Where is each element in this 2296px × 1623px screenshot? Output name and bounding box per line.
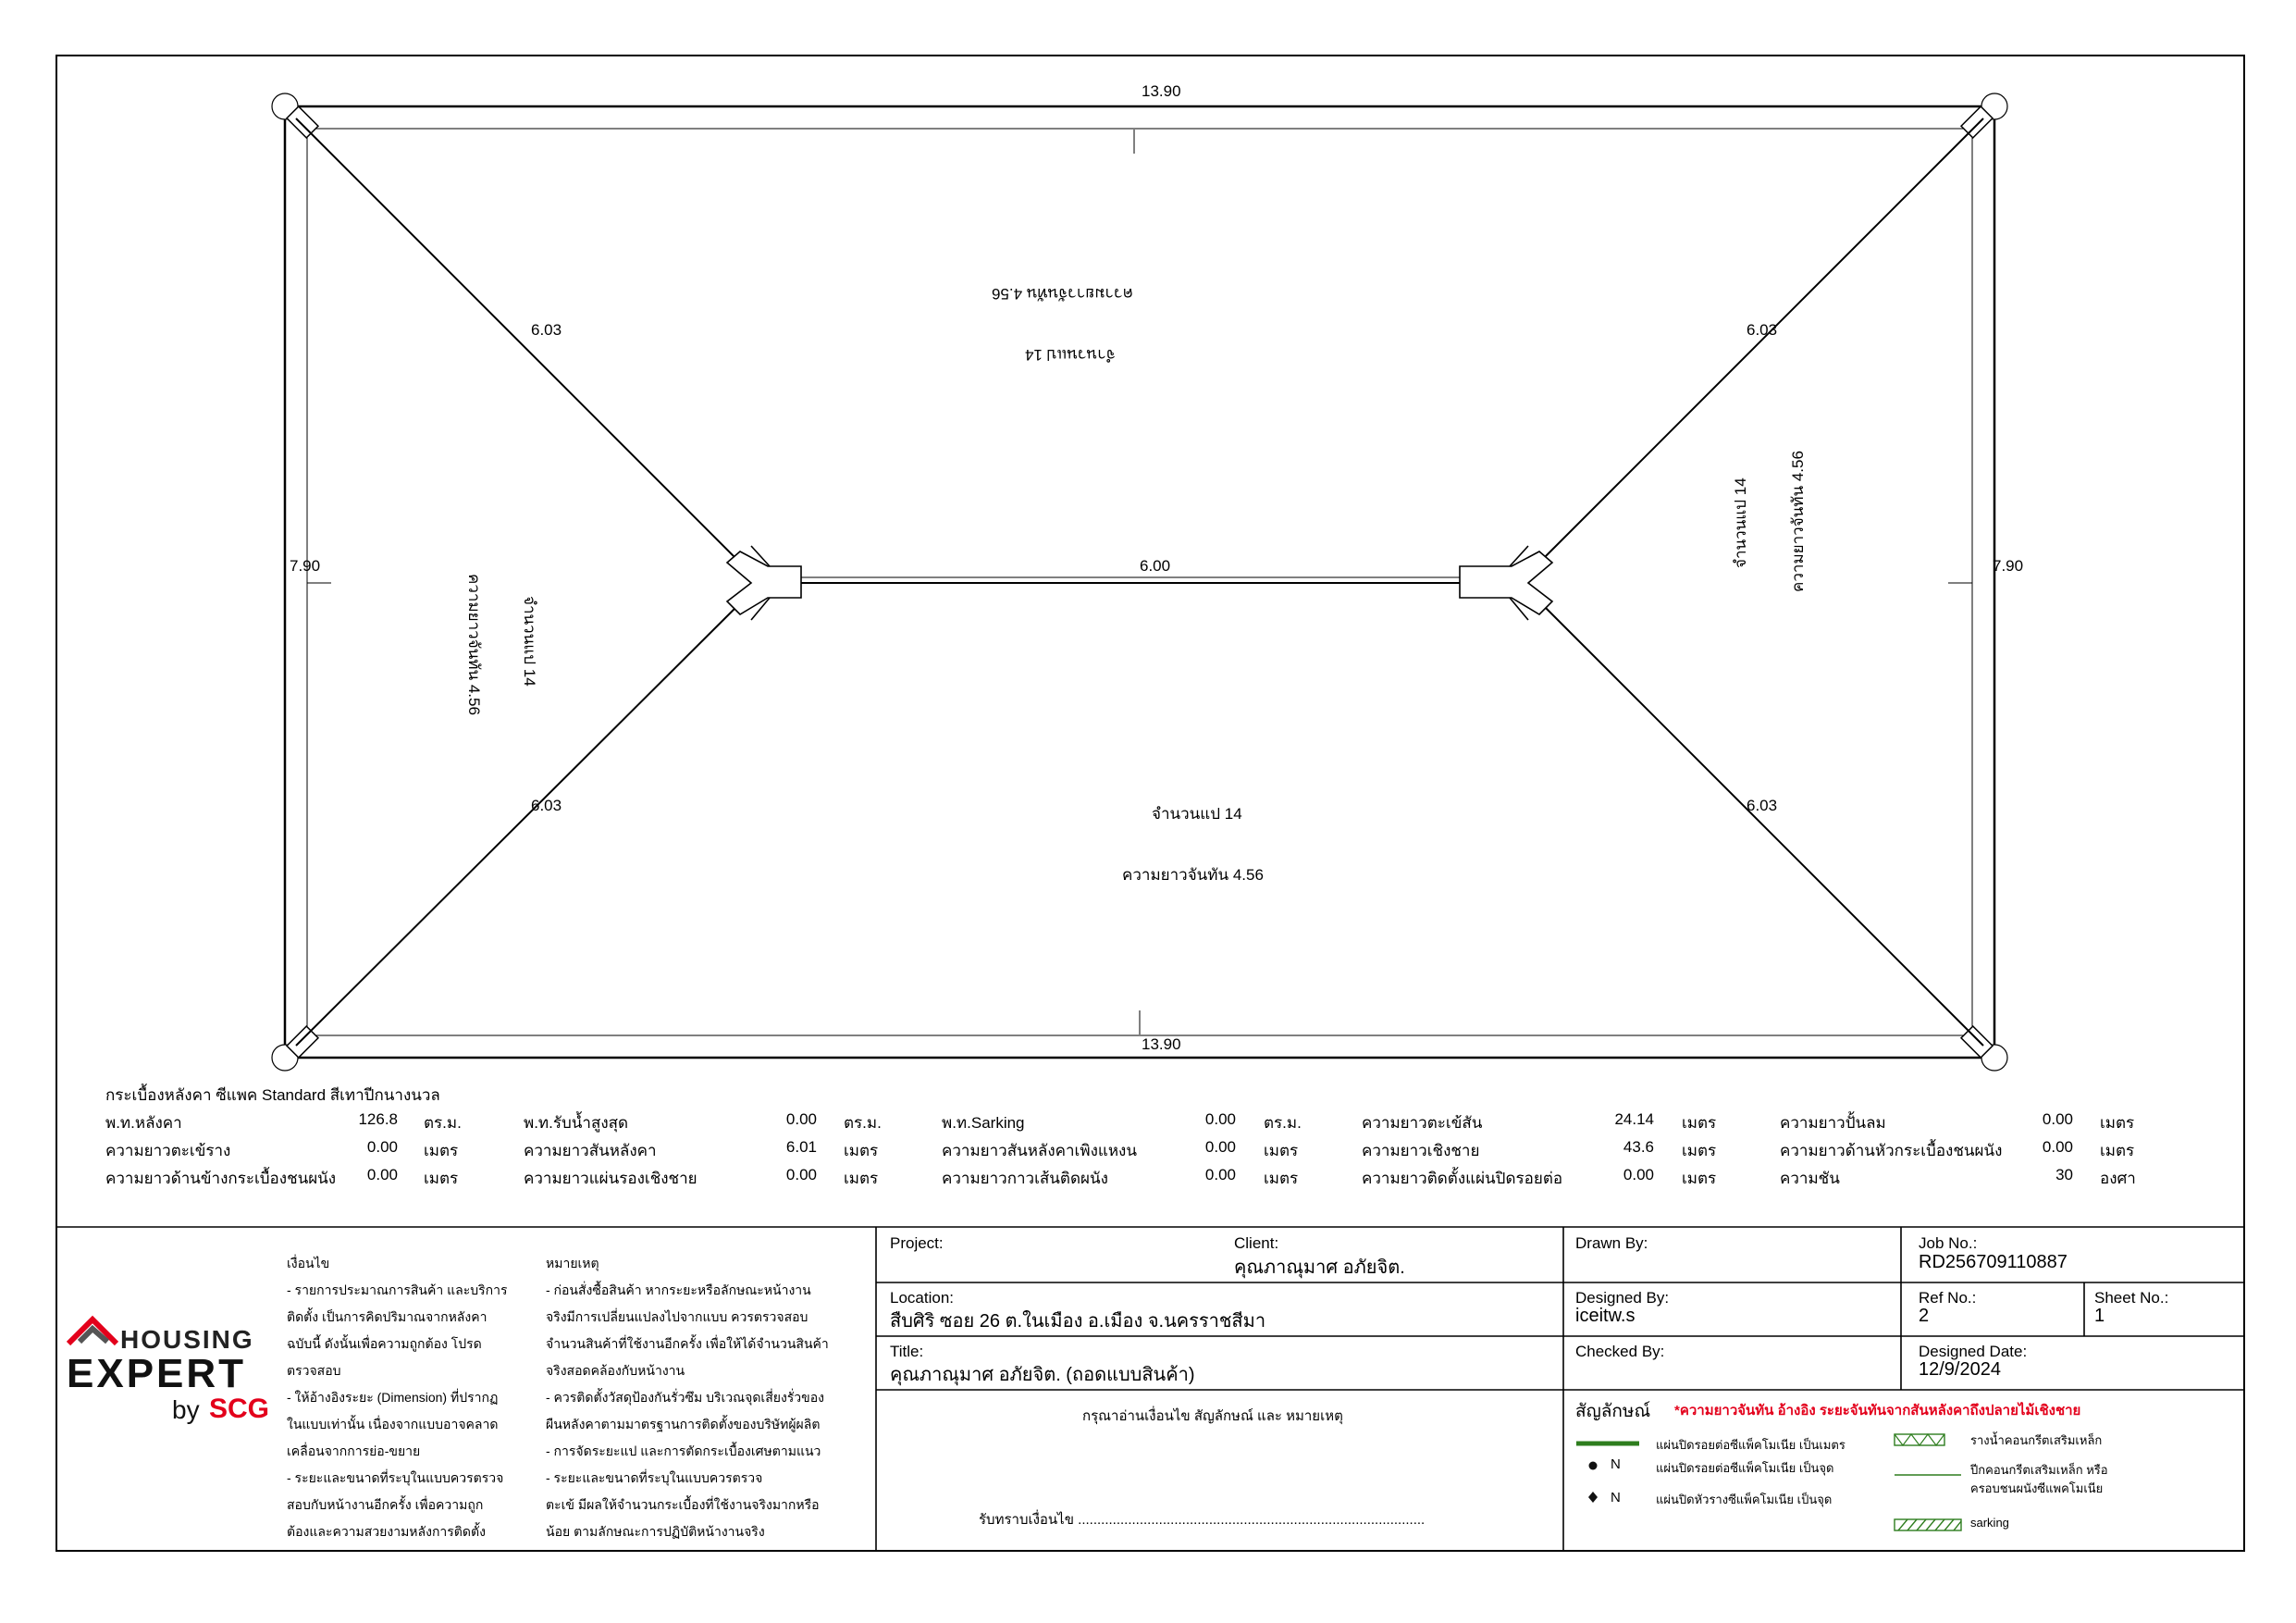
summary-unit: เมตร (424, 1142, 459, 1159)
house-logo-icon (67, 1314, 122, 1351)
face-left-rows: จำนวนแป 14 (521, 596, 538, 687)
conditions-line: ตรวจสอบ (287, 1363, 341, 1378)
summary-value: 30 (2055, 1166, 2073, 1183)
top-dimension: 13.90 (1142, 82, 1181, 100)
summary-value: 0.00 (1204, 1138, 1236, 1156)
joint-cover-point-symbol (1589, 1462, 1598, 1470)
legend-title: สัญลักษณ์ (1575, 1402, 1651, 1421)
summary-label: ความยาวตะเข้ราง (105, 1142, 231, 1159)
summary-label: พ.ท.Sarking (942, 1114, 1025, 1132)
remarks-title: หมายเหตุ (546, 1256, 599, 1270)
title-value: คุณภาณุมาศ อภัยจิต. (ถอดแบบสินค้า) (890, 1365, 1195, 1385)
summary-label: ความยาวแผ่นรองเชิงชาย (524, 1170, 697, 1187)
logo-housing: HOUSING (120, 1325, 254, 1354)
conditions-line: สอบกับหน้างานอีกครั้ง เพื่อความถูก (287, 1497, 484, 1512)
summary-label: ความยาวเชิงชาย (1362, 1142, 1480, 1159)
summary-unit: ตร.ม. (1264, 1114, 1302, 1132)
client-value: คุณภาณุมาศ อภัยจิต. (1234, 1258, 1405, 1278)
summary-value: 0.00 (1623, 1166, 1654, 1183)
remarks-line: - ควรติดตั้งวัสดุป้องกันรั่วซึม บริเวณจุดเสี่ยงรั่วของ (546, 1390, 824, 1405)
summary-unit: เมตร (2100, 1142, 2135, 1159)
summary-label: ความยาวปั้นลม (1780, 1114, 1886, 1132)
summary-label: พ.ท.หลังคา (105, 1114, 182, 1132)
summary-value: 126.8 (358, 1110, 398, 1128)
face-right-rafter: ความยาวจันทัน 4.56 (1789, 451, 1807, 592)
face-bottom-rafter: ความยาวจันทัน 4.56 (1122, 866, 1264, 884)
summary-label: ความชัน (1780, 1170, 1840, 1187)
conditions-line: เคลื่อนจากการย่อ-ขยาย (287, 1443, 421, 1458)
location-value: สืบศิริ ซอย 26 ต.ในเมือง อ.เมือง จ.นครราชสีมา (890, 1311, 1266, 1332)
summary-unit: เมตร (1264, 1170, 1299, 1187)
summary-value: 0.00 (785, 1110, 817, 1128)
summary-value: 24.14 (1614, 1110, 1654, 1128)
remarks-line: - ก่อนสั่งซื้อสินค้า หากระยะหรือลักษณะหน้างาน (546, 1282, 811, 1297)
left-dimension: 7.90 (290, 557, 321, 575)
title-label: Title: (890, 1343, 924, 1360)
conditions-line: ฉบับนี้ ดังนั้นเพื่อความถูกต้อง โปรด (287, 1336, 482, 1351)
client-label: Client: (1234, 1234, 1279, 1252)
face-bottom-rows: จำนวนแป 14 (1152, 805, 1242, 823)
summary-label: ความยาวสันหลังคา (524, 1142, 657, 1159)
designed-date-value: 12/9/2024 (1919, 1359, 2001, 1380)
summary-unit: เมตร (1682, 1114, 1717, 1132)
summary-unit: องศา (2100, 1170, 2136, 1187)
legend-item: รางน้ำคอนกรีตเสริมเหล็ก (1970, 1433, 2103, 1447)
job-no-label: Job No.: (1919, 1234, 1978, 1252)
summary-label: ความยาวติดตั้งแผ่นปิดรอยต่อ (1362, 1170, 1563, 1187)
project-label: Project: (890, 1234, 944, 1252)
drawn-by-label: Drawn By: (1575, 1234, 1648, 1252)
sheet-no-value: 1 (2094, 1306, 2105, 1326)
summary-value: 0.00 (785, 1166, 817, 1183)
ref-no-label: Ref No.: (1919, 1289, 1977, 1307)
designed-by-value: iceitw.s (1575, 1306, 1636, 1326)
hip-length-bl: 6.03 (531, 797, 562, 814)
summary-label: พ.ท.รับน้ำสูงสุด (524, 1114, 629, 1132)
remarks-line: ตะเข้ มีผลให้จำนวนกระเบื้องที่ใช้งานจริงมากหรือ (546, 1497, 820, 1512)
conditions-line: ในแบบเท่านั้น เนื่องจากแบบอาจคลาด (287, 1417, 499, 1431)
hip-length-br: 6.03 (1747, 797, 1778, 814)
summary-unit: เมตร (424, 1170, 459, 1187)
face-left-rafter: ความยาวจันทัน 4.56 (465, 574, 483, 715)
legend-item: sarking (1970, 1516, 2009, 1530)
summary-unit: เมตร (1682, 1142, 1717, 1159)
legend-item: แผ่นปิดหัวรางซีแพ็คโมเนีย เป็นจุด (1656, 1493, 1833, 1506)
summary-label: ความยาวด้านข้างกระเบื้องชนผนัง (105, 1170, 337, 1187)
conditions-title: เงื่อนไข (287, 1256, 330, 1270)
summary-title: กระเบื้องหลังคา ซีแพค Standard สีเทาปีกนางนวล (105, 1086, 440, 1104)
n-label: N (1611, 1490, 1621, 1505)
bottom-dimension: 13.90 (1142, 1035, 1181, 1053)
summary-value: 0.00 (366, 1138, 398, 1156)
remarks-line: - การจัดระยะแป และการตัดกระเบื้องเศษตามแนว (546, 1443, 821, 1458)
conditions-line: - ระยะและขนาดที่ระบุในแบบควรตรวจ (287, 1470, 504, 1485)
summary-unit: ตร.ม. (844, 1114, 882, 1132)
remarks-line: - ระยะและขนาดที่ระบุในแบบควรตรวจ (546, 1470, 763, 1485)
remarks-line: จริงสอดคล้องกับหน้างาน (546, 1363, 685, 1378)
legend-item: แผ่นปิดรอยต่อซีแพ็คโมเนีย เป็นจุด (1656, 1461, 1834, 1475)
remarks-line: น้อย ตามลักษณะการปฏิบัติหน้างานจริง (546, 1524, 765, 1539)
conditions-line: ต้องและความสวยงามหลังการติดตั้ง (287, 1524, 486, 1539)
designed-by-label: Designed By: (1575, 1289, 1670, 1307)
hip-length-tl: 6.03 (531, 321, 562, 339)
ridge-end-cap-symbol (1588, 1492, 1598, 1503)
n-label: N (1611, 1456, 1621, 1472)
legend-item: ปีกคอนกรีตเสริมเหล็ก หรือ (1970, 1463, 2108, 1477)
conditions-line: ติดตั้ง เป็นการคิดปริมาณจากหลังคา (287, 1309, 488, 1324)
conditions-line: - รายการประมาณการสินค้า และบริการ (287, 1282, 508, 1297)
hip-length-tr: 6.03 (1747, 321, 1778, 339)
logo-expert: EXPERT (67, 1351, 247, 1396)
face-right-rows: จำนวนแป 14 (1732, 477, 1749, 568)
face-top-rows: จำนวนแป 14 (1025, 346, 1116, 364)
summary-unit: เมตร (1264, 1142, 1299, 1159)
summary-unit: เมตร (2100, 1114, 2135, 1132)
logo-scg: SCG (209, 1394, 270, 1424)
summary-value: 6.01 (785, 1138, 817, 1156)
designed-date-label: Designed Date: (1919, 1343, 2028, 1360)
checked-by-label: Checked By: (1575, 1343, 1665, 1360)
summary-value: 0.00 (2042, 1138, 2073, 1156)
sheet-no-label: Sheet No.: (2094, 1289, 2169, 1307)
summary-value: 0.00 (1204, 1166, 1236, 1183)
remarks-line: จริงมีการเปลี่ยนแปลงไปจากแบบ ควรตรวจสอบ (546, 1309, 809, 1324)
acknowledge-text: รับทราบเงื่อนไข .......................................................................................... (979, 1512, 1426, 1528)
logo-by: by (172, 1395, 200, 1424)
summary-label: ความยาวด้านหัวกระเบื้องชนผนัง (1780, 1142, 2003, 1159)
notice-text: กรุณาอ่านเงื่อนไข สัญลักษณ์ และ หมายเหตุ (1082, 1408, 1343, 1424)
location-label: Location: (890, 1289, 954, 1307)
summary-value: 0.00 (366, 1166, 398, 1183)
summary-unit: ตร.ม. (424, 1114, 462, 1132)
summary-label: ความยาวสันหลังคาเพิงแหงน (942, 1142, 1137, 1159)
remarks-line: ผืนหลังคาตามมาตรฐานการติดตั้งของบริษัทผู้ผลิต (546, 1417, 821, 1431)
summary-value: 0.00 (1204, 1110, 1236, 1128)
remarks-line: จำนวนสินค้าที่ใช้งานอีกครั้ง เพื่อให้ได้จำนวนสินค้า (546, 1336, 829, 1351)
legend-item: แผ่นปิดรอยต่อซีแพ็คโมเนีย เป็นเมตร (1656, 1438, 1845, 1452)
summary-unit: เมตร (1682, 1170, 1717, 1187)
summary-value: 43.6 (1623, 1138, 1654, 1156)
summary-label: ความยาวตะเข้สัน (1362, 1114, 1483, 1132)
face-top-rafter: ความยาวจันทัน 4.56 (992, 285, 1133, 303)
right-dimension: 7.90 (1993, 557, 2024, 575)
summary-unit: เมตร (844, 1142, 879, 1159)
legend-item: ครอบชนผนังซีแพคโมเนีย (1970, 1481, 2104, 1495)
summary-unit: เมตร (844, 1170, 879, 1187)
ref-no-value: 2 (1919, 1306, 1930, 1326)
legend-note: *ความยาวจันทัน อ้างอิง ระยะจันทันจากสันหลังคาถึงปลายไม้เชิงชาย (1674, 1403, 2081, 1419)
summary-label: ความยาวกาวเส้นติดผนัง (942, 1170, 1108, 1187)
summary-value: 0.00 (2042, 1110, 2073, 1128)
ridge-length: 6.00 (1140, 557, 1171, 575)
conditions-line: - ให้อ้างอิงระยะ (Dimension) ที่ปรากฏ (287, 1390, 499, 1405)
job-no-value: RD256709110887 (1919, 1252, 2068, 1272)
